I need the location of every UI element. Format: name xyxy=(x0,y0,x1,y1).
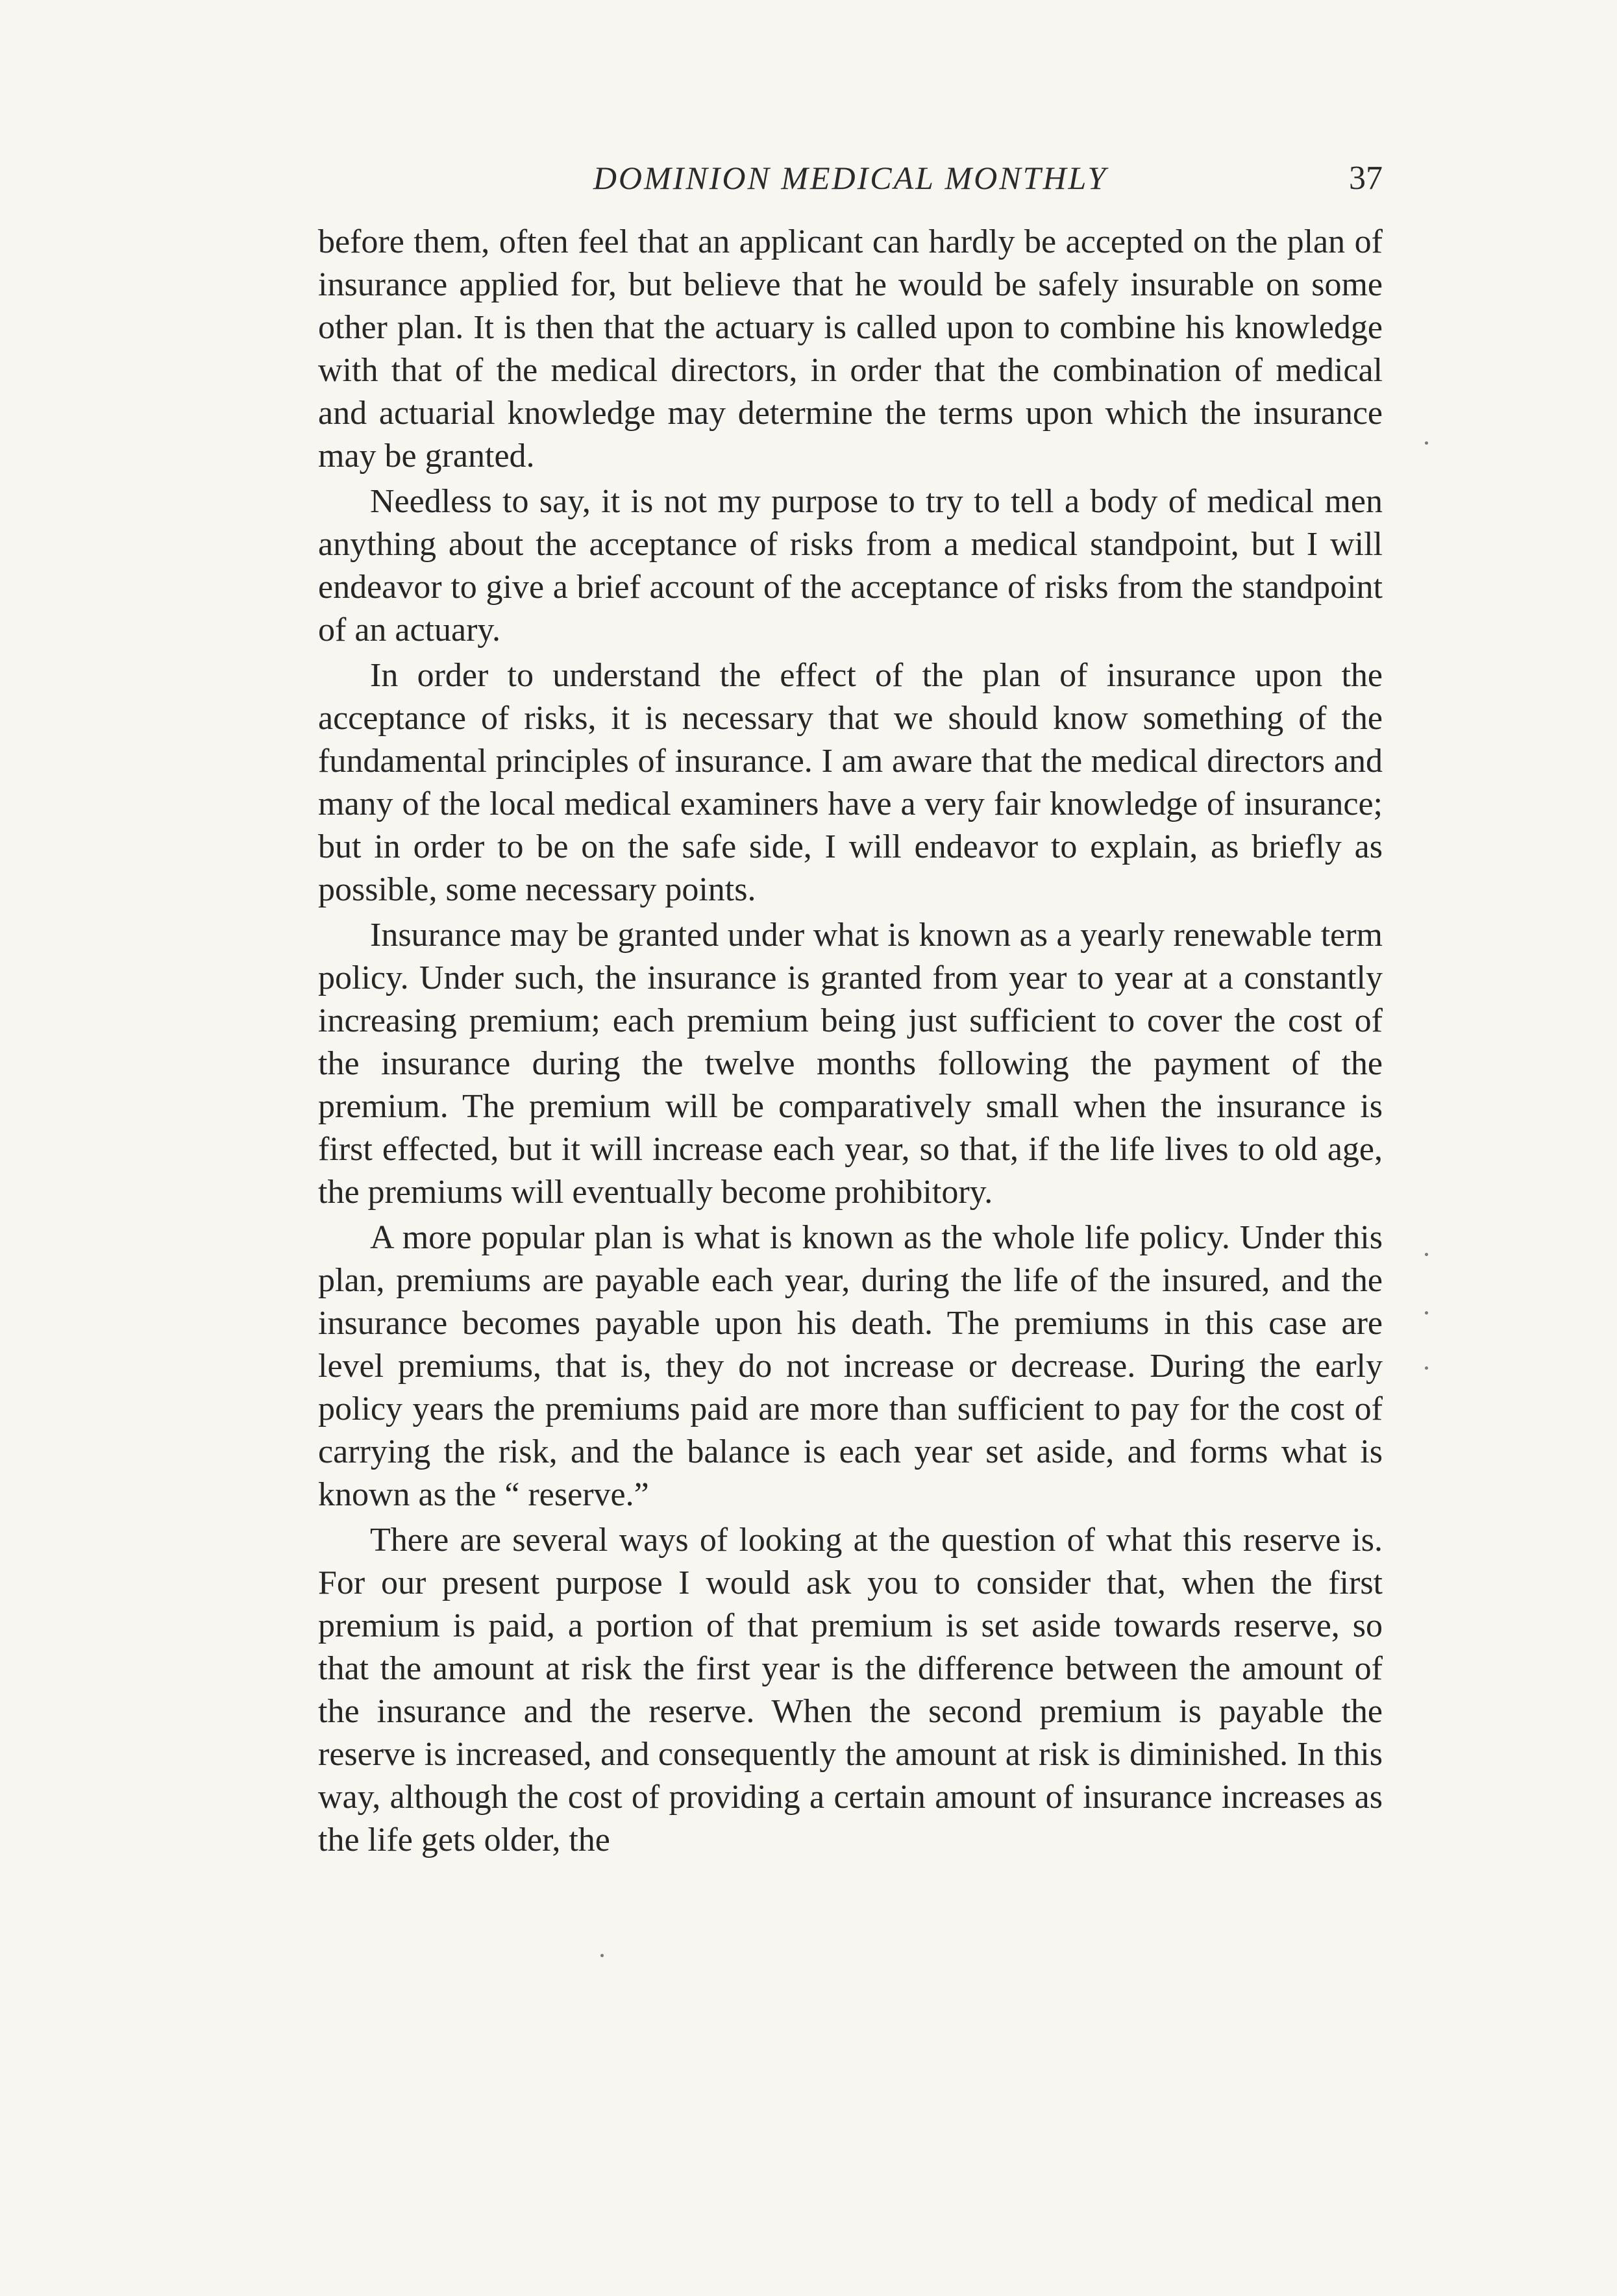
paragraph-5: A more popular plan is what is known as the whole life policy. Under this plan, premiums are payable each year, during the life of the insured, and the insurance becomes payable upon his death. The premiums in this case are level premiums, that is, they do not increase or decrease. During the early policy years the premiums paid are more than sufficient to pay for the cost of carrying the risk, and the balance is each year set aside, and forms what is known as the “ reserve.” xyxy=(318,1219,1383,1513)
print-speck xyxy=(1425,1366,1428,1370)
print-speck xyxy=(600,1954,604,1957)
page-number: 37 xyxy=(1349,160,1383,197)
paragraph-4: Insurance may be granted under what is known as a yearly renewable term policy. Under such, the insurance is granted from year to year at a constantly increasing premium; each premium being just sufficient to cover the cost of the insurance during the twelve months following the payment of the premium. The premium will be comparatively small when the insurance is first effected, but it will increase each year, so that, if the life lives to old age, the premiums will eventually become prohibitory. xyxy=(318,917,1383,1211)
paragraph-2: Needless to say, it is not my purpose to try to tell a body of medical men anything about the acceptance of risks from a medical standpoint, but I will endeavor to give a brief account of the acceptance of risks from the standpoint of an actuary. xyxy=(318,483,1383,648)
paragraph-6: There are several ways of looking at the question of what this reserve is. For our present purpose I would ask you to consider that, when the first premium is paid, a portion of that premium is set aside towards reserve, so that the amount at risk the first year is the difference between the amount of the insurance and the reserve. When the second premium is payable the reserve is increased, and consequently the amount at risk is diminished. In this way, although the cost of providing a certain amount of insurance increases as the life gets older, the xyxy=(318,1522,1383,1858)
paragraph-1: before them, often feel that an applicant can hardly be accepted on the plan of insurance applied for, but believe that he would be safely insurable on some other plan. It is then that the actuary is called upon to combine his knowledge with that of the medical directors, in order that the combination of medical and actuarial knowledge may determine the terms upon which the insurance may be granted. xyxy=(318,223,1383,475)
page-header xyxy=(318,159,1383,211)
article-body xyxy=(318,221,1383,1864)
print-speck xyxy=(1425,1253,1428,1256)
print-speck xyxy=(1425,1311,1428,1315)
paragraph-3: In order to understand the effect of the plan of insurance upon the acceptance of risks, it is necessary that we should know something of the fundamental principles of insurance. I am aware that the medical directors and many of the local medical examiners have a very fair knowledge of insurance; but in order to be on the safe side, I will endeavor to explain, as briefly as possible, some necessary points. xyxy=(318,657,1383,908)
print-speck xyxy=(1425,441,1428,445)
running-head: DOMINION MEDICAL MONTHLY xyxy=(593,160,1108,196)
